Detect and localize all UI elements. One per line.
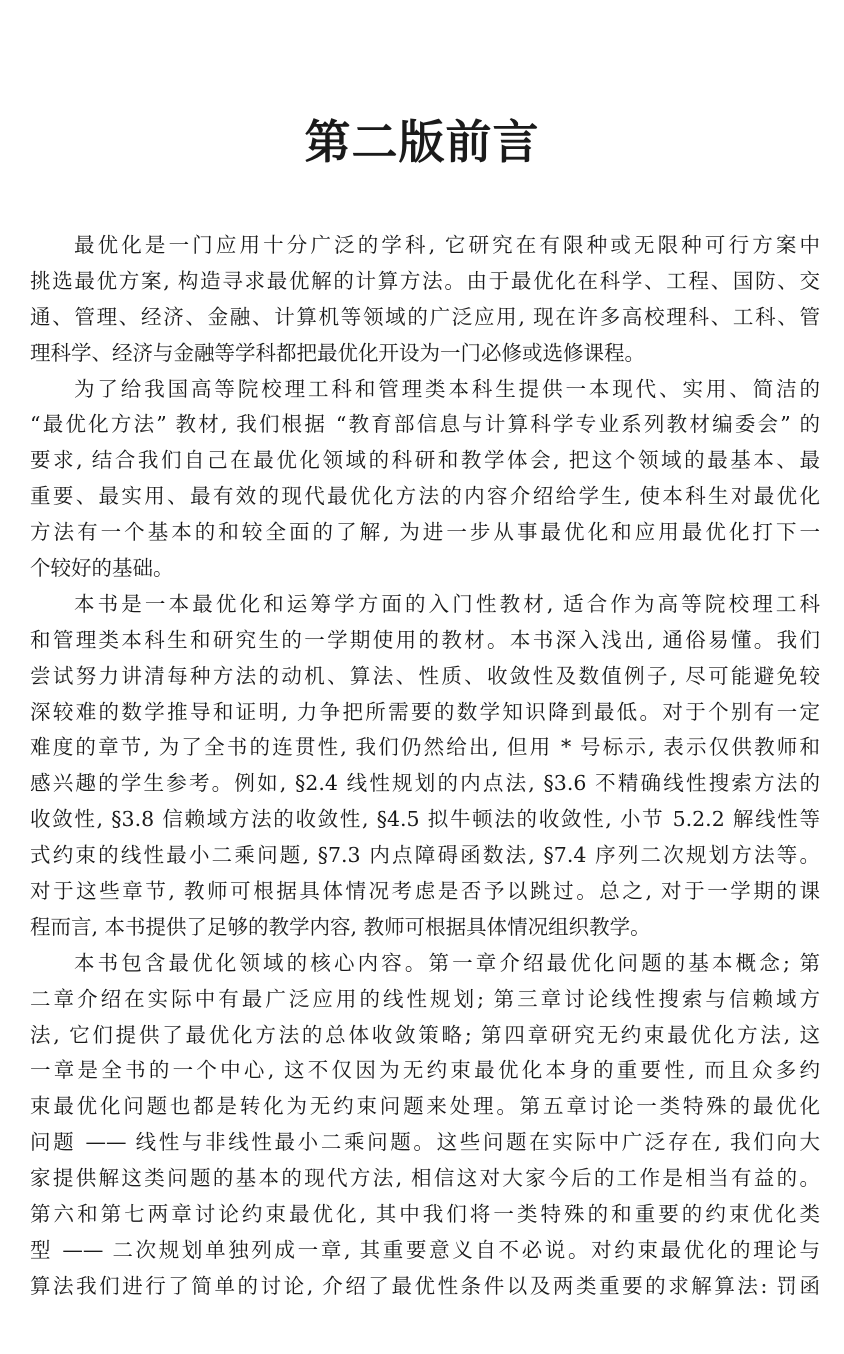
text-line: 挑选最优方案, 构造寻求最优解的计算方法。由于最优化在科学、工程、国防、交 xyxy=(30,268,820,293)
text-line: 束最优化问题也都是转化为无约束问题来处理。第五章讨论一类特殊的最优化 xyxy=(30,1094,820,1119)
paragraph xyxy=(30,228,820,372)
preface-body xyxy=(30,228,820,1305)
text-line: 方法有一个基本的和较全面的了解, 为进一步从事最优化和应用最优化打下一 xyxy=(30,520,820,545)
text-line: 家提供解这类问题的基本的现代方法, 相信这对大家今后的工作是相当有益的。 xyxy=(30,1166,820,1191)
text-line: 问题 —— 线性与非线性最小二乘问题。这些问题在实际中广泛存在, 我们向大 xyxy=(30,1130,820,1155)
text-line: 收敛性, §3.8 信赖域方法的收敛性, §4.5 拟牛顿法的收敛性, 小节 5.2.2 解线性等 xyxy=(30,807,820,832)
text-line: 尝试努力讲清每种方法的动机、算法、性质、收敛性及数值例子, 尽可能避免较 xyxy=(30,663,820,688)
text-line: 二章介绍在实际中有最广泛应用的线性规划; 第三章讨论线性搜索与信赖域方 xyxy=(30,986,820,1011)
text-line: 一章是全书的一个中心, 这不仅因为无约束最优化本身的重要性, 而且众多约 xyxy=(30,1058,820,1083)
text-line: 通、管理、经济、金融、计算机等领域的广泛应用, 现在许多高校理科、工科、管 xyxy=(30,304,820,329)
paragraph xyxy=(30,372,820,587)
text-line: 个较好的基础。 xyxy=(30,556,174,581)
text-line: 本书是一本最优化和运筹学方面的入门性教材, 适合作为高等院校理工科 xyxy=(74,591,820,616)
text-line: 式约束的线性最小二乘问题, §7.3 内点障碍函数法, §7.4 序列二次规划方法等。 xyxy=(30,843,820,868)
text-line: 本书包含最优化领域的核心内容。第一章介绍最优化问题的基本概念; 第 xyxy=(74,950,820,975)
text-line: 法, 它们提供了最优化方法的总体收敛策略; 第四章研究无约束最优化方法, 这 xyxy=(30,1022,820,1047)
paragraph xyxy=(30,946,820,1305)
text-line: 和管理类本科生和研究生的一学期使用的教材。本书深入浅出, 通俗易懂。我们 xyxy=(30,627,820,652)
text-line: 程而言, 本书提供了足够的教学内容, 教师可根据具体情况组织教学。 xyxy=(30,914,651,939)
text-line: 算法我们进行了简单的讨论, 介绍了最优性条件以及两类重要的求解算法: 罚函 xyxy=(30,1273,820,1298)
text-line: 第六和第七两章讨论约束最优化, 其中我们将一类特殊的和重要的约束优化类 xyxy=(30,1202,820,1227)
text-line: 对于这些章节, 教师可根据具体情况考虑是否予以跳过。总之, 对于一学期的课 xyxy=(30,879,820,904)
text-line: 理科学、经济与金融等学科都把最优化开设为一门必修或选修课程。 xyxy=(30,340,645,365)
text-line: 感兴趣的学生参考。例如, §2.4 线性规划的内点法, §3.6 不精确线性搜索方法的 xyxy=(30,771,820,796)
text-line: “最优化方法” 教材, 我们根据 “教育部信息与计算科学专业系列教材编委会” 的 xyxy=(30,412,820,437)
text-line: 难度的章节, 为了全书的连贯性, 我们仍然给出, 但用 * 号标示, 表示仅供教师和 xyxy=(30,735,820,760)
text-line: 深较难的数学推导和证明, 力争把所需要的数学知识降到最低。对于个别有一定 xyxy=(30,699,820,724)
text-line: 最优化是一门应用十分广泛的学科, 它研究在有限种或无限种可行方案中 xyxy=(74,233,820,257)
page-title: 第二版前言 xyxy=(304,115,540,169)
text-line: 型 —— 二次规划单独列成一章, 其重要意义自不必说。对约束最优化的理论与 xyxy=(30,1237,820,1262)
text-line: 为了给我国高等院校理工科和管理类本科生提供一本现代、实用、简洁的 xyxy=(74,376,820,401)
paragraph xyxy=(30,587,820,946)
text-line: 重要、最实用、最有效的现代最优化方法的内容介绍给学生, 使本科生对最优化 xyxy=(30,484,820,509)
text-line: 要求, 结合我们自己在最优化领域的科研和教学体会, 把这个领域的最基本、最 xyxy=(30,448,820,473)
